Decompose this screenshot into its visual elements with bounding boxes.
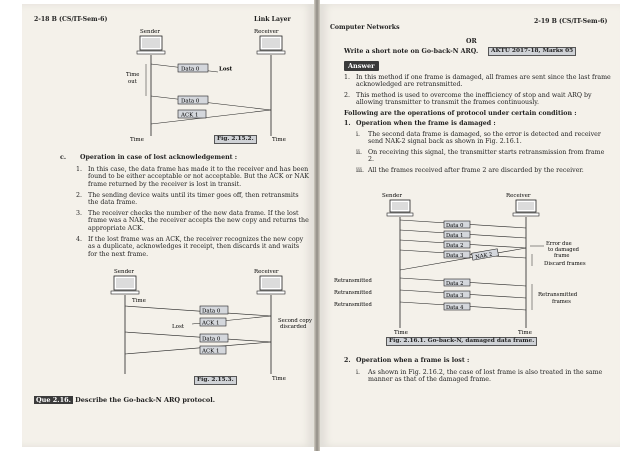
fig3-frame-data2-damaged: Data 2	[446, 242, 464, 249]
fig3-frame-data3: Data 3	[446, 252, 464, 259]
fig3-retransmitted-frames-2: frames	[552, 299, 571, 305]
rp-point-2-number: 2.	[344, 92, 351, 99]
fig3-sender-computer-icon	[387, 200, 413, 216]
fig3-retransmitted-frames-1: Retransmitted	[538, 292, 578, 298]
fig3-retransmitted-left-2: Retransmitted	[334, 290, 372, 296]
rp-point-2-text: This method is used to overcome the inefficiency of stop and wait ARQ by allowing transmitter to transmit the frames continuously.	[356, 92, 592, 107]
subpoint-i-number: i.	[356, 131, 361, 138]
fig2-receiver-label: Receiver	[254, 269, 279, 275]
fig2-second-copy-2: discarded	[280, 324, 307, 330]
op2-subpoint-number: i.	[356, 369, 361, 376]
fig3-caption: Fig. 2.16.1. Go-back-N, damaged data frame.	[386, 337, 537, 346]
fig3-receiver-label: Receiver	[506, 193, 531, 199]
operation-2-number: 2.	[344, 357, 351, 364]
fig2-time-top: Time	[132, 298, 146, 304]
question-2-16	[34, 396, 215, 404]
right-header-section: 2-19 B (CS/IT-Sem-6)	[534, 18, 608, 25]
fig2-second-copy-1: Second copy	[278, 318, 312, 324]
fig1-frame-ack1: ACK 1	[181, 112, 199, 119]
fig1-frame-data0-lost: Data 0	[181, 66, 200, 73]
fig1-time-left: Time	[130, 137, 144, 143]
rp-point-1-text: In this method if one frame is damaged, all frames are sent since the last frame acknowledged are retransmitted.	[356, 74, 611, 89]
fig3-frame-data3-retx: Data 3	[446, 292, 464, 299]
fig2-time-bottom: Time	[272, 376, 286, 382]
fig2-caption: Fig. 2.15.3.	[194, 376, 237, 385]
short-note-prompt: Write a short note on Go-back-N ARQ.	[344, 48, 479, 55]
subpoint-ii-number: ii.	[356, 149, 363, 156]
fig3-frame-data4-retx: Data 4	[446, 304, 464, 311]
subpoint-iii-text: All the frames received after frame 2 are discarded by the receiver.	[368, 167, 584, 174]
left-header-section: Link Layer	[254, 16, 291, 23]
fig3-retransmitted-left-3: Retransmitted	[334, 302, 372, 308]
fig2-frame-ack1-lost: ACK 1	[202, 320, 220, 327]
following-heading: Following are the operations of protocol under certain condition :	[344, 110, 577, 117]
fig3-nak2: NAK 2	[474, 251, 493, 261]
fig1-receiver-label: Receiver	[254, 29, 279, 35]
fig3-time-right: Time	[518, 330, 532, 336]
fig2-frame-ack1-second: ACK 1	[202, 348, 220, 355]
section-c-title: Operation in case of lost acknowledgement :	[80, 154, 238, 161]
operation-1-number: 1.	[344, 120, 351, 127]
fig3-retransmitted-left-1: Retransmitted	[334, 278, 372, 284]
fig1-lost-label: Lost	[219, 66, 233, 73]
fig3-frame-data1: Data 1	[446, 232, 464, 239]
fig3-error-label-3: frame	[554, 253, 570, 259]
point-3-number: 3.	[76, 210, 83, 217]
fig2-sender-label: Sender	[114, 269, 134, 275]
fig1-timeout-label-1: Time	[126, 72, 140, 78]
fig2-frame-data0-second: Data 0	[202, 336, 221, 343]
fig3-sender-label: Sender	[382, 193, 402, 199]
operation-1-title: Operation when the frame is damaged :	[356, 120, 496, 127]
question-label: Que 2.16.	[36, 396, 71, 404]
sender-computer-icon	[137, 36, 165, 54]
or-label: OR	[466, 38, 477, 45]
fig2-receiver-computer-icon	[257, 276, 285, 294]
question-text: Describe the Go-back-N ARQ protocol.	[75, 396, 215, 404]
right-header-title: Computer Networks	[330, 24, 400, 31]
section-c-marker: c.	[60, 154, 67, 161]
fig3-frame-data0: Data 0	[446, 222, 464, 229]
point-1-number: 1.	[76, 166, 83, 173]
subpoint-ii-text: On receiving this signal, the transmitter starts retransmission from frame 2.	[368, 149, 605, 164]
point-2-number: 2.	[76, 192, 83, 199]
fig1-timeout-label-2: out	[128, 79, 137, 85]
receiver-computer-icon	[257, 36, 285, 54]
fig3-discard-label: Discard frames	[544, 261, 586, 267]
figure-lost-frame-diagram	[22, 26, 314, 144]
fig3-error-label-2: to damaged	[548, 247, 579, 253]
fig1-time-right: Time	[272, 137, 286, 143]
figure-lost-ack-diagram	[22, 266, 314, 384]
left-page	[22, 4, 314, 447]
subpoint-i-text: The second data frame is damaged, so the error is detected and receiver send NAK-2 signal back as shown in Fig. 2.16.1.	[368, 131, 601, 146]
point-4-text: If the lost frame was an ACK, the receiver recognizes the new copy as a duplicate, acknowledges it receipt, then discards it and waits for the next frame.	[88, 236, 304, 258]
fig2-lost-label: Lost	[172, 324, 184, 330]
fig1-caption: Fig. 2.15.2.	[214, 135, 257, 144]
fig3-error-label-1: Error due	[546, 241, 572, 247]
left-header-title: 2-18 B (CS/IT-Sem-6)	[34, 16, 108, 23]
subpoint-iii-number: iii.	[356, 167, 365, 174]
operation-2-title: Operation when a frame is lost :	[356, 357, 470, 364]
figure-go-back-n-diagram	[320, 188, 620, 348]
point-4-number: 4.	[76, 236, 83, 243]
fig2-frame-data0-first: Data 0	[202, 308, 221, 315]
point-3-text: The receiver checks the number of the new data frame. If the lost frame was a NAK, the receiver accepts the new copy and returns the appropriate ACK.	[88, 210, 309, 232]
answer-label: Answer	[344, 61, 379, 71]
fig2-sender-computer-icon	[111, 276, 139, 294]
right-page	[320, 4, 620, 447]
point-1-text: In this case, the data frame has made it to the receiver and has been found to be either acceptable or not acceptable. But the ACK or NAK frame returned by the receiver is lost in transit.	[88, 166, 310, 188]
fig3-receiver-computer-icon	[513, 200, 539, 216]
fig3-time-left: Time	[394, 330, 408, 336]
fig1-sender-label: Sender	[140, 29, 160, 35]
op2-subpoint-text: As shown in Fig. 2.16.2, the case of lost frame is also treated in the same manner as that of the damaged frame.	[368, 369, 603, 384]
fig3-frame-data2-retx: Data 2	[446, 280, 464, 287]
rp-point-1-number: 1.	[344, 74, 351, 81]
aktu-badge: AKTU 2017-18, Marks 05	[488, 47, 576, 56]
point-2-text: The sending device waits until its timer goes off, then retransmits the data frame.	[88, 192, 299, 207]
fig1-frame-data0: Data 0	[181, 98, 200, 105]
